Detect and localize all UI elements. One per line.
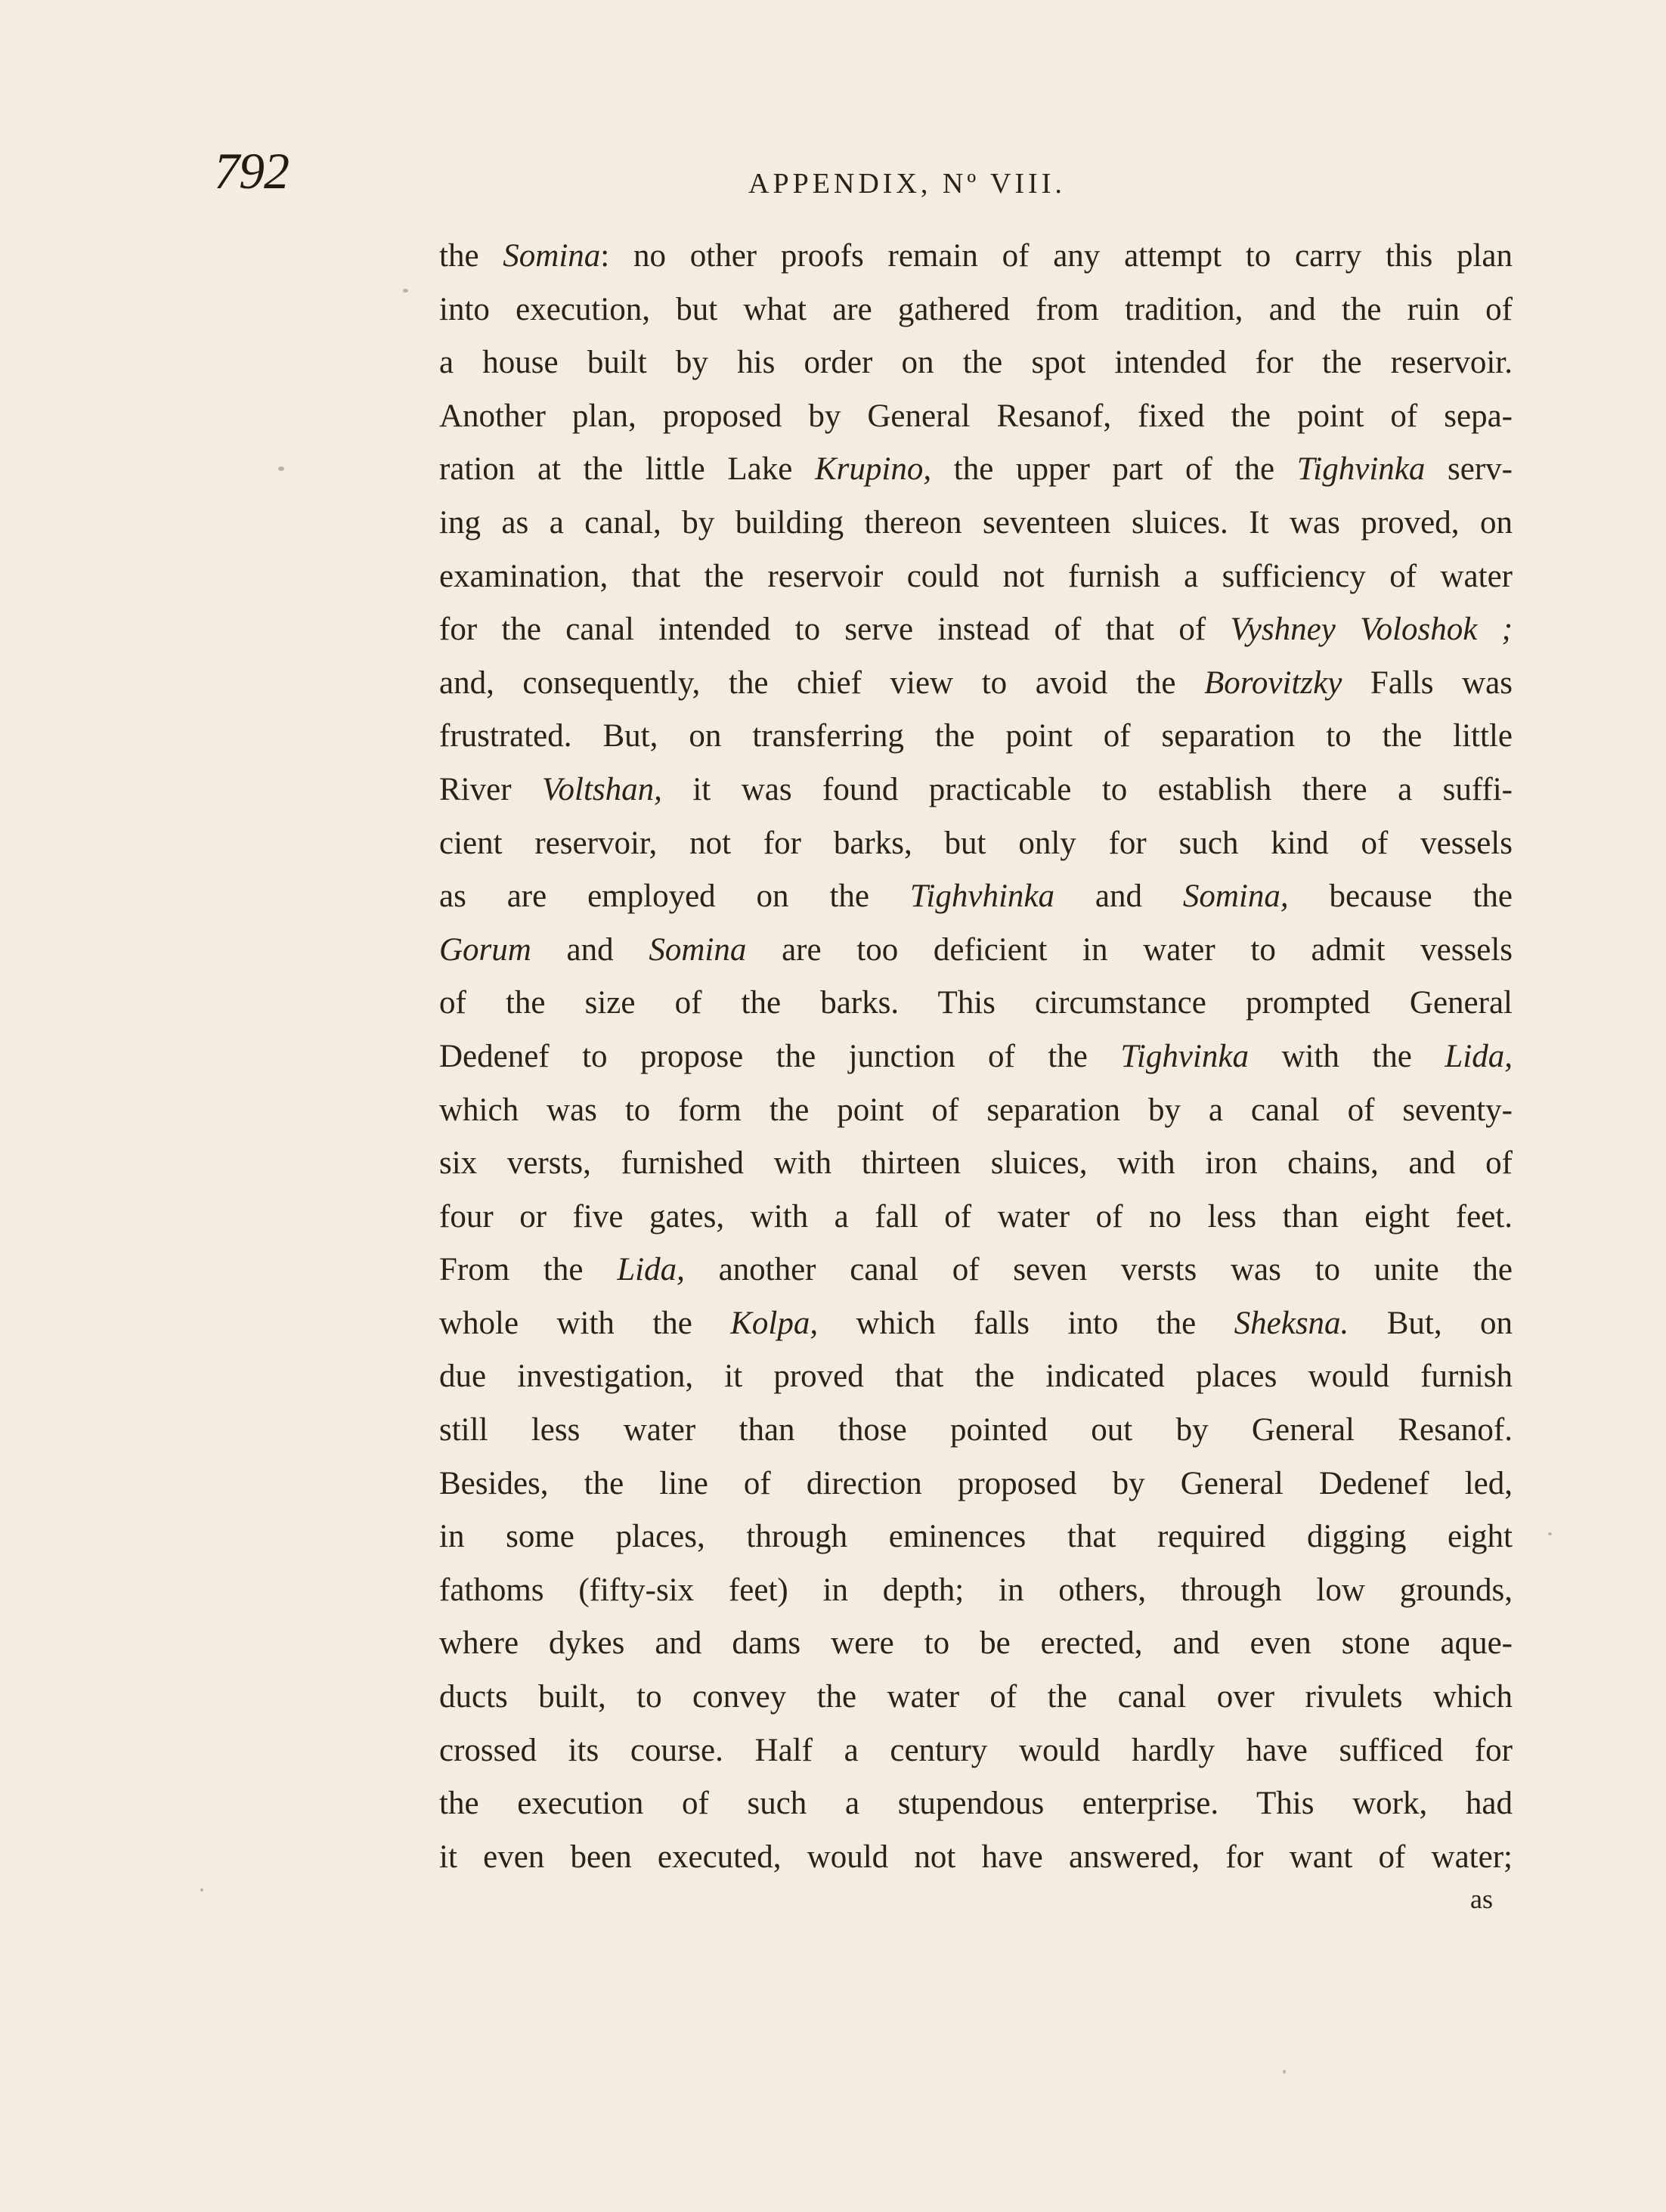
page-number: 792 [214,142,289,200]
text-line [439,554,1513,608]
text-run: frustrated. But, on transferring the point of separation to the little [439,718,1513,754]
text-line [439,287,1513,341]
text-run: : no other proofs remain of any attempt to carry this plan [600,238,1513,274]
text-line [439,447,1513,500]
italic-run: Lida, [1445,1038,1513,1074]
text-run: and [531,931,649,968]
text-line [439,1141,1513,1194]
italic-run: Voltshan, [542,771,662,807]
italic-run: Borovitzky [1204,665,1342,701]
text-line [439,1461,1513,1515]
italic-run: Sheksna. [1234,1305,1349,1341]
italic-run: Krupino, [814,451,932,488]
paper-speck [200,1888,203,1891]
italic-run: Gorum [439,931,531,968]
text-run: serv- [1425,451,1513,488]
text-run: the upper part of the [931,451,1297,488]
text-run: whole with the [439,1305,731,1341]
text-run: a house built by his order on the spot intended for the reservoir. [439,345,1513,381]
italic-run: Tighvhinka [909,878,1054,915]
text-run: it was found practicable to establish there a suffi- [661,771,1513,807]
paper-speck [1283,2070,1286,2074]
text-line [439,1408,1513,1461]
text-run: because the [1288,878,1513,915]
text-run: another canal of seven versts was to unite the [684,1252,1513,1288]
text-line [439,928,1513,981]
text-run: due investigation, it proved that the indicated places would furnish [439,1358,1513,1395]
text-run: four or five gates, with a fall of water of no less than eight feet. [439,1198,1513,1235]
paper-speck [1548,1532,1552,1535]
italic-run: Somina [503,238,601,274]
text-line [439,1034,1513,1088]
text-run: which was to form the point of separation by a canal of seventy- [439,1092,1513,1128]
text-line [439,1728,1513,1782]
text-run: Besides, the line of direction proposed by General Dedenef led, [439,1465,1513,1501]
text-run: the execution of such a stupendous enterprise. This work, had [439,1786,1513,1822]
text-line [439,1301,1513,1355]
text-run: ing as a canal, by building thereon seventeen sluices. It was proved, on [439,504,1513,541]
text-line [439,821,1513,875]
paper-speck [278,466,284,471]
text-run: Falls was [1342,665,1513,701]
text-line [439,1568,1513,1622]
italic-run: Kolpa, [730,1305,819,1341]
text-line [439,981,1513,1034]
text-run: ration at the little Lake [439,451,815,488]
text-run: crossed its course. Half a century would hardly have sufficed for [439,1732,1513,1768]
text-run: six versts, furnished with thirteen sluices, with iron chains, and of [439,1145,1513,1182]
text-run: But, on [1349,1305,1513,1341]
text-line [439,1674,1513,1728]
text-run: into execution, but what are gathered from tradition, and the ruin of [439,291,1513,327]
italic-run: Vyshney Voloshok ; [1230,612,1513,648]
text-line [439,1354,1513,1408]
text-line [439,714,1513,767]
paper-speck [403,289,408,293]
text-line [439,1088,1513,1142]
text-run: it even been executed, would not have answered, for want of water; [439,1839,1513,1875]
italic-run: Somina, [1182,878,1289,915]
text-line [439,340,1513,394]
text-line [439,500,1513,554]
text-run: fathoms (fifty-six feet) in depth; in others, through low grounds, [439,1572,1513,1608]
text-line [439,1194,1513,1248]
text-run: where dykes and dams were to be erected, and even stone aque- [439,1625,1513,1662]
text-run: From the [439,1252,618,1288]
text-run: for the canal intended to serve instead of that of [439,612,1231,648]
text-run: Another plan, proposed by General Resanof, fixed the point of sepa- [439,398,1513,434]
body-text [439,234,1513,1888]
text-run: which falls into the [818,1305,1234,1341]
italic-run: Lida, [617,1252,685,1288]
text-line [439,874,1513,928]
text-line [439,234,1513,287]
catchword: as [1470,1884,1493,1914]
italic-run: Somina [649,931,747,968]
text-line [439,394,1513,448]
italic-run: Tighvinka [1296,451,1426,488]
text-run: are too deficient in water to admit vessels [746,931,1513,968]
text-run: in some places, through eminences that required digging eight [439,1519,1513,1555]
text-run: still less water than those pointed out by General Resanof. [439,1412,1513,1448]
text-line [439,1621,1513,1674]
text-run: Dedenef to propose the junction of the [439,1038,1121,1074]
text-run: and [1054,878,1183,915]
running-head: APPENDIX, Nº VIII. [748,168,1066,200]
text-line [439,661,1513,714]
text-run: examination, that the reservoir could not furnish a sufficiency of water [439,558,1513,594]
text-run: of the size of the barks. This circumstance prompted General [439,985,1513,1021]
text-run: and, consequently, the chief view to avoid the [439,665,1205,701]
text-line [439,1514,1513,1568]
italic-run: Tighvinka [1120,1038,1249,1074]
text-run: as are employed on the [439,878,910,915]
text-run: River [439,771,542,807]
text-run: cient reservoir, not for barks, but only for such kind of vessels [439,825,1513,861]
text-run: the [439,238,503,274]
text-line [439,607,1513,661]
text-run: with the [1248,1038,1445,1074]
text-line [439,1781,1513,1835]
text-line [439,1247,1513,1301]
text-line [439,1835,1513,1888]
text-line [439,767,1513,821]
text-run: ducts built, to convey the water of the canal over rivulets which [439,1679,1513,1715]
